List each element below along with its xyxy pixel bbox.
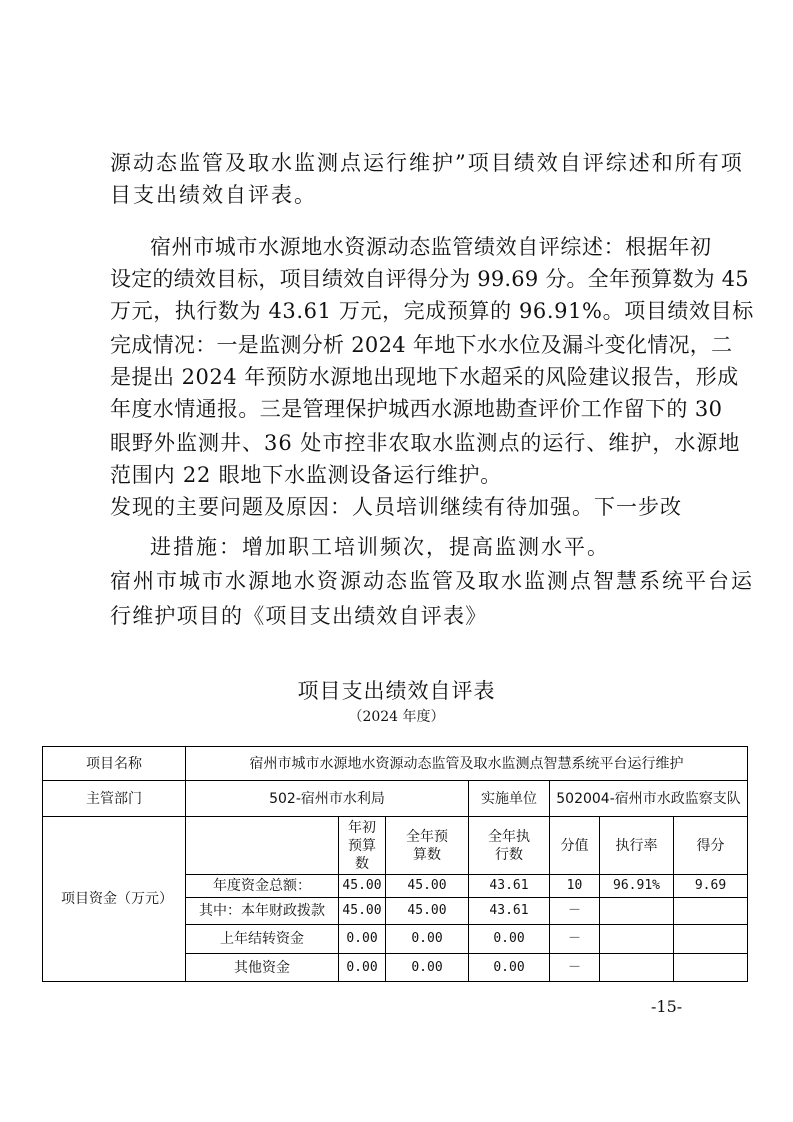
cell-initial: 45.00 [339,875,386,898]
header-score: 得分 [674,817,748,875]
performance-table [42,746,748,982]
cell-annual: 45.00 [386,898,469,925]
impl-label: 实施单位 [469,781,550,817]
page-number: -15- [651,997,683,1016]
project-name: 宿州市城市水源地水资源动态监管及取水监测点智慧系统平台运行维护 [186,747,748,781]
project-name-label: 项目名称 [43,747,186,781]
cell-weight: － [550,954,600,982]
cell-rate [600,898,674,925]
cell-weight: － [550,898,600,925]
cell-annual: 0.00 [386,925,469,954]
paragraph-line: 年度水情通报。三是管理保护城西水源地勘查评价工作留下的 30 [110,397,723,421]
cell-score: 9.69 [674,875,748,898]
table-row [43,747,748,781]
row-label: 年度资金总额： [186,875,339,898]
paragraph-line: 进措施：增加职工培训频次，提高监测水平。 [150,535,610,559]
paragraph-line: 是提出 2024 年预防水源地出现地下水超采的风险建议报告，形成 [110,365,739,389]
cell-rate: 96.91% [600,875,674,898]
paragraph-line: 万元，执行数为 43.61 万元，完成预算的 96.91%。项目绩效目标 [110,299,754,323]
header-initial-budget: 年初预算数 [339,817,386,875]
cell-exec: 43.61 [469,875,550,898]
cell-exec: 0.00 [469,925,550,954]
cell-weight: － [550,925,600,954]
header-exec-rate: 执行率 [600,817,674,875]
impl-value: 502004-宿州市水政监察支队 [550,781,748,817]
dept-value: 502-宿州市水利局 [186,781,469,817]
cell-rate [600,925,674,954]
funds-label: 项目资金（万元） [43,817,186,982]
cell-weight: 10 [550,875,600,898]
row-label: 上年结转资金 [186,925,339,954]
paragraph-line: 发现的主要问题及原因：人员培训继续有待加强。下一步改 [110,495,682,519]
paragraph-line: 范围内 22 眼地下水监测设备运行维护。 [110,463,503,487]
paragraph-line: 设定的绩效目标，项目绩效自评得分为 99.69 分。全年预算数为 45 [110,267,749,291]
cell-initial: 0.00 [339,925,386,954]
paragraph-line: 源动态监管及取水监测点运行维护”项目绩效自评综述和所有项 [110,151,744,175]
paragraph-line: 目支出绩效自评表。 [110,183,317,207]
cell-exec: 43.61 [469,898,550,925]
header-score-weight: 分值 [550,817,600,875]
paragraph-line: 行维护项目的《项目支出绩效自评表》 [110,604,488,628]
cell-annual: 45.00 [386,875,469,898]
cell-rate [600,954,674,982]
table-row [43,781,748,817]
dept-label: 主管部门 [43,781,186,817]
row-label: 其中：本年财政拨款 [186,898,339,925]
cell-annual: 0.00 [386,954,469,982]
paragraph-line: 宿州市城市水源地水资源动态监管及取水监测点智慧系统平台运 [110,569,754,593]
paragraph-line: 眼野外监测井、36 处市控非农取水监测点的运行、维护，水源地 [110,431,741,455]
header-annual-budget: 全年预算数 [386,817,469,875]
table-header-row [43,817,748,875]
paragraph-line: 宿州市城市水源地水资源动态监管绩效自评综述：根据年初 [150,235,712,259]
cell-score [674,954,748,982]
table-title: 项目支出绩效自评表 [297,679,496,703]
cell-score [674,898,748,925]
row-label: 其他资金 [186,954,339,982]
header-blank [186,817,339,875]
cell-initial: 45.00 [339,898,386,925]
cell-exec: 0.00 [469,954,550,982]
table-subtitle: （2024 年度） [348,709,445,725]
cell-initial: 0.00 [339,954,386,982]
paragraph-line: 完成情况：一是监测分析 2024 年地下水水位及漏斗变化情况，二 [110,333,733,357]
header-annual-exec: 全年执行数 [469,817,550,875]
cell-score [674,925,748,954]
